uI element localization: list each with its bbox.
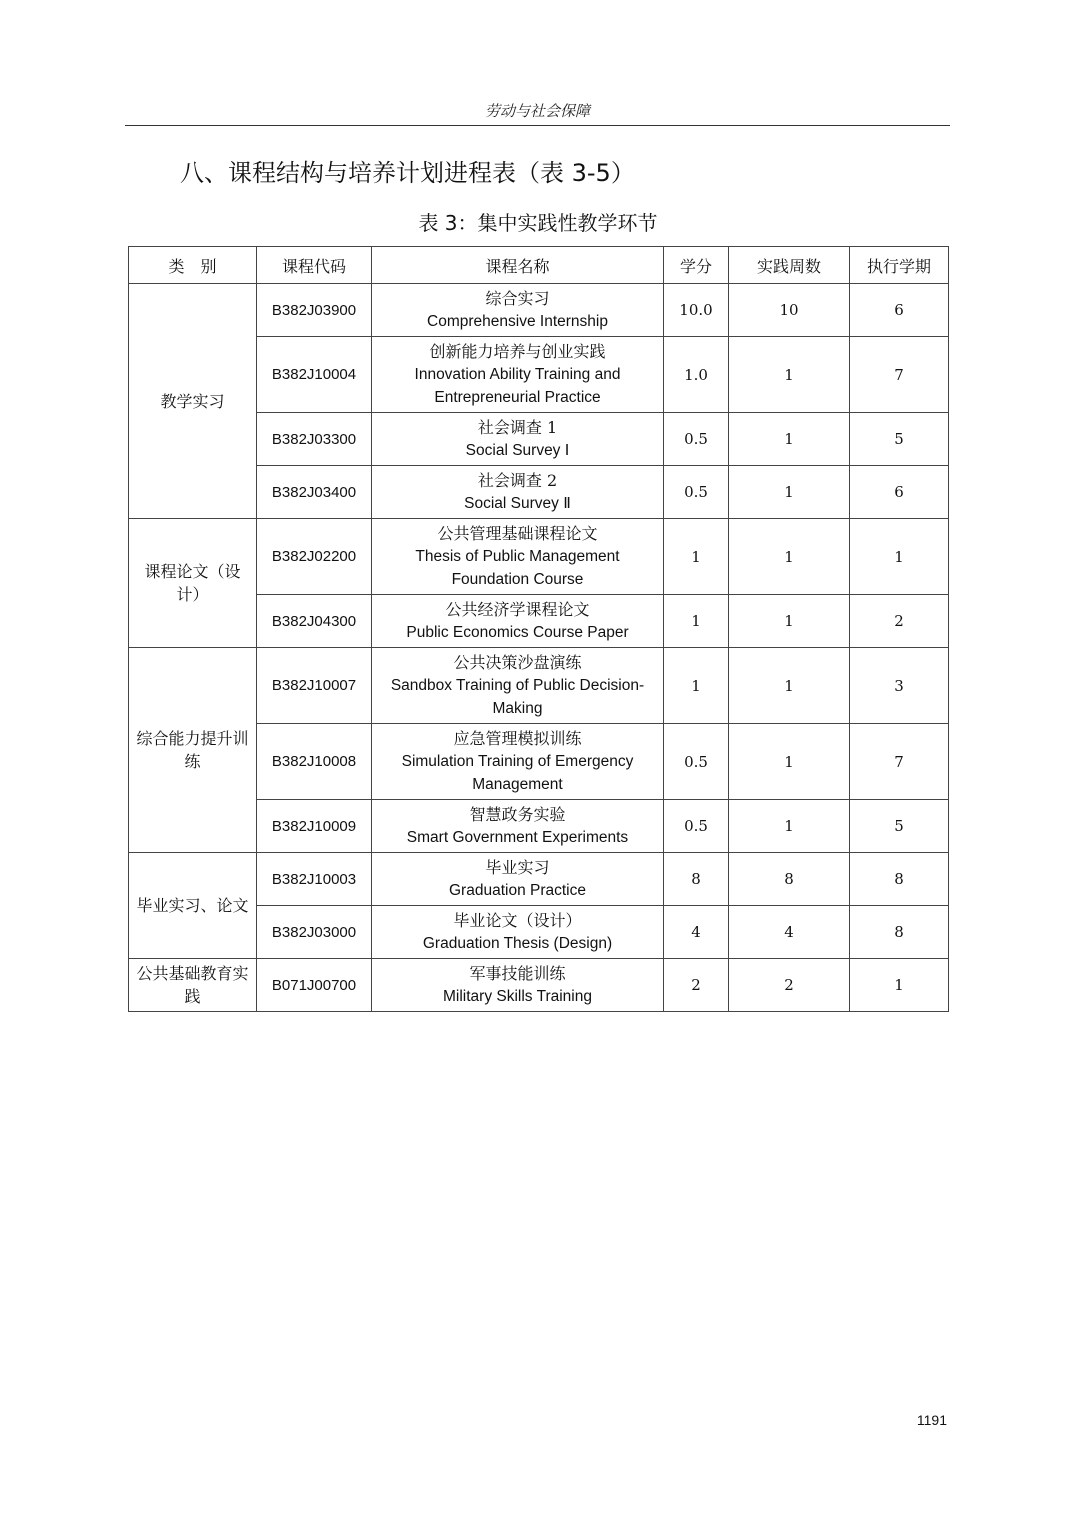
semester: 5 [850, 800, 949, 853]
category-cell: 公共基础教育实践 [129, 959, 257, 1012]
practice-weeks: 1 [729, 648, 850, 724]
course-code: B382J10007 [257, 648, 372, 724]
credits: 1 [664, 519, 729, 595]
semester: 8 [850, 906, 949, 959]
course-name-en: Comprehensive Internship [427, 313, 608, 330]
practice-weeks: 1 [729, 800, 850, 853]
course-name [372, 800, 664, 853]
practice-teaching-table [128, 246, 949, 1012]
semester: 7 [850, 724, 949, 800]
course-name-en: Military Skills Training [442, 988, 592, 1005]
semester: 5 [850, 413, 949, 466]
section-heading: 八、课程结构与培养计划进程表（表 3-5） [180, 159, 635, 187]
course-name-cn: 公共决策沙盘演练 [453, 653, 582, 672]
practice-weeks: 1 [729, 724, 850, 800]
course-name-cn: 社会调查 2 [477, 471, 558, 490]
header-practice-weeks: 实践周数 [729, 247, 850, 284]
table-caption: 表 3：集中实践性教学环节 [418, 211, 658, 235]
credits: 1 [664, 595, 729, 648]
credits: 1 [664, 648, 729, 724]
course-code: B382J10004 [257, 337, 372, 413]
course-name-en: Public Economics Course Paper [406, 624, 629, 641]
table-header-row [129, 247, 949, 284]
practice-weeks: 1 [729, 337, 850, 413]
course-name [372, 724, 664, 800]
course-code: B382J10003 [257, 853, 372, 906]
header-course-name: 课程名称 [372, 247, 664, 284]
course-name-cn: 公共经济学课程论文 [445, 600, 590, 619]
course-name-en: Innovation Ability Training and Entrepreneurial Practice [414, 366, 621, 406]
credits: 0.5 [664, 800, 729, 853]
course-name-cn: 毕业实习 [485, 858, 550, 877]
course-name [372, 519, 664, 595]
course-name [372, 466, 664, 519]
credits: 10.0 [664, 284, 729, 337]
course-code: B382J03400 [257, 466, 372, 519]
category-cell: 教学实习 [129, 284, 257, 519]
course-code: B382J10008 [257, 724, 372, 800]
semester: 6 [850, 284, 949, 337]
course-name [372, 853, 664, 906]
practice-weeks: 1 [729, 519, 850, 595]
page-number: 1191 [916, 1412, 947, 1428]
course-code: B382J03000 [257, 906, 372, 959]
course-name-cn: 社会调查 1 [477, 418, 558, 437]
header-credits: 学分 [664, 247, 729, 284]
semester: 1 [850, 959, 949, 1012]
table-row [129, 648, 949, 724]
course-code: B382J10009 [257, 800, 372, 853]
course-name-cn: 智慧政务实验 [469, 805, 566, 824]
course-name [372, 284, 664, 337]
course-name-en: Graduation Thesis (Design) [422, 935, 613, 952]
header-rule [125, 125, 950, 126]
course-code: B382J04300 [257, 595, 372, 648]
running-header: 劳动与社会保障 [484, 102, 590, 120]
course-name-cn: 军事技能训练 [469, 964, 566, 983]
practice-weeks: 10 [729, 284, 850, 337]
course-name-en: Graduation Practice [449, 882, 586, 899]
semester: 8 [850, 853, 949, 906]
credits: 0.5 [664, 413, 729, 466]
credits: 1.0 [664, 337, 729, 413]
course-name-cn: 创新能力培养与创业实践 [429, 342, 606, 361]
credits: 8 [664, 853, 729, 906]
semester: 2 [850, 595, 949, 648]
semester: 3 [850, 648, 949, 724]
table-row [129, 853, 949, 906]
course-name-cn: 公共管理基础课程论文 [437, 524, 598, 543]
course-name-cn: 应急管理模拟训练 [453, 729, 582, 748]
course-name [372, 595, 664, 648]
course-name-en: Thesis of Public Management Foundation Course [415, 548, 620, 588]
practice-weeks: 1 [729, 595, 850, 648]
course-name [372, 413, 664, 466]
course-code: B382J03900 [257, 284, 372, 337]
table-row [129, 519, 949, 595]
course-name-en: Social Survey Ⅱ [464, 495, 571, 512]
course-name [372, 648, 664, 724]
credits: 0.5 [664, 466, 729, 519]
course-name [372, 337, 664, 413]
table-row [129, 284, 949, 337]
course-name-en: Sandbox Training of Public Decision-Making [390, 677, 645, 717]
course-name-cn: 综合实习 [485, 289, 550, 308]
credits: 4 [664, 906, 729, 959]
practice-weeks: 1 [729, 413, 850, 466]
credits: 0.5 [664, 724, 729, 800]
semester: 6 [850, 466, 949, 519]
course-name-en: Smart Government Experiments [406, 829, 629, 846]
category-cell: 毕业实习、论文 [129, 853, 257, 959]
course-code: B382J02200 [257, 519, 372, 595]
course-name [372, 906, 664, 959]
practice-weeks: 4 [729, 906, 850, 959]
header-semester: 执行学期 [850, 247, 949, 284]
semester: 1 [850, 519, 949, 595]
header-category: 类 别 [129, 247, 257, 284]
practice-weeks: 8 [729, 853, 850, 906]
category-cell: 课程论文（设计） [129, 519, 257, 648]
table-row [129, 959, 949, 1012]
practice-weeks: 1 [729, 466, 850, 519]
course-name-en: Social Survey Ⅰ [465, 442, 570, 459]
header-course-code: 课程代码 [257, 247, 372, 284]
credits: 2 [664, 959, 729, 1012]
course-code: B071J00700 [257, 959, 372, 1012]
practice-weeks: 2 [729, 959, 850, 1012]
semester: 7 [850, 337, 949, 413]
course-name [372, 959, 664, 1012]
course-code: B382J03300 [257, 413, 372, 466]
course-name-cn: 毕业论文（设计） [453, 911, 582, 930]
course-name-en: Simulation Training of Emergency Management [401, 753, 634, 793]
category-cell: 综合能力提升训练 [129, 648, 257, 853]
